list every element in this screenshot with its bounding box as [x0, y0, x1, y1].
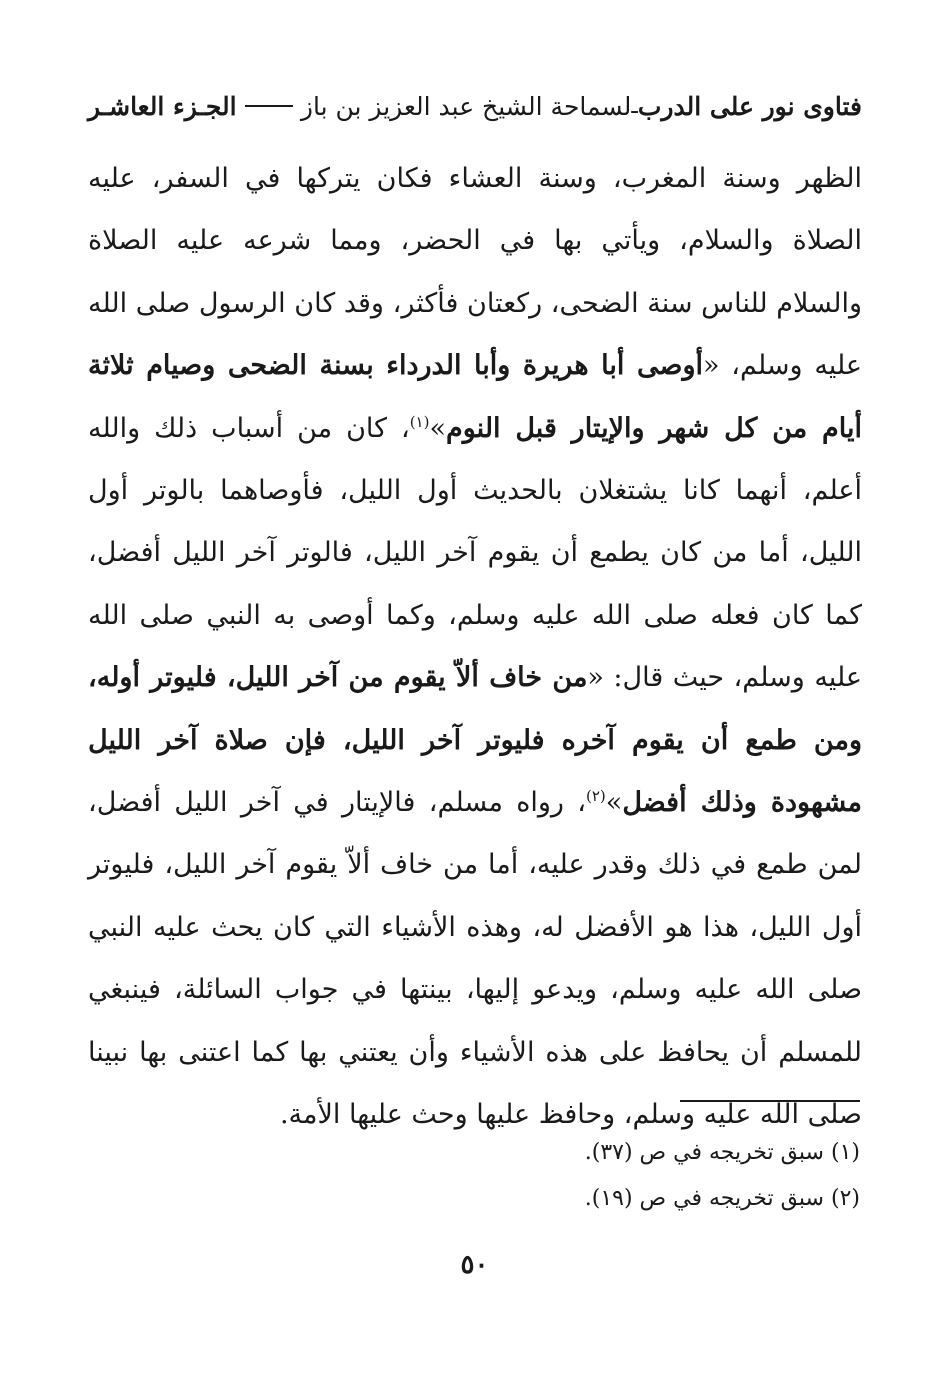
footnote-ref: (٢)	[586, 787, 606, 806]
body-text	[88, 148, 862, 1147]
footnotes	[500, 1130, 860, 1222]
book-title: فتاوى نور على الدرب	[637, 91, 862, 121]
page-number: ٥٠	[460, 1250, 489, 1280]
footnote: (١) سبق تخريجه في ص (٣٧).	[584, 1140, 860, 1165]
header-rule	[245, 105, 293, 107]
footnote: (٢) سبق تخريجه في ص (١٩).	[584, 1186, 860, 1211]
text-segment: الظهر وسنة المغرب، وسنة العشاء فكان يتركها في السفر، عليه الصلاة والسلام، ويأتي بها في الحضر، ومما شرعه عليه الصلاة والسلام للناس سنة الضحى، ركعتان فأكثر، وقد كان الرسول صلى الله عليه وسلم، «	[88, 163, 862, 382]
text-segment: ، رواه مسلم، فالإيتار في آخر الليل أفضل، لمن طمع في ذلك وقدر عليه، أما من خاف ألاّ يقوم آخر الليل، فليوتر أول الليل، هذا هو الأفضل له، وهذه الأشياء التي كان يحث عليه النبي صلى الله عليه وسلم، ويدعو إليها، بينتها في جواب السائلة، فينبغي للمسلم أن يحافظ على هذه الأشياء وأن يعتني بها كما اعتنى بها نبينا صلى الله عليه وسلم، وحافظ عليها وحث عليها الأمة.	[88, 787, 862, 1131]
running-header	[88, 86, 862, 126]
quote-close: »	[605, 787, 623, 819]
hadith-quote: أوصى أبا هريرة وأبا الدرداء بسنة الضحى وصيام ثلاثة أيام من كل شهر والإيتار قبل النوم	[88, 350, 862, 444]
header-separator: ـ	[631, 93, 638, 119]
text-segment: ، كان من أسباب ذلك والله أعلم، أنهما كانا يشتغلان بالحديث أول الليل، فأوصاهما بالوتر أول الليل، أما من كان يطمع أن يقوم آخر الليل، فالوتر آخر الليل أفضل، كما كان فعله صلى الله عليه وسلم، وكما أوصى به النبي صلى الله عليه وسلم، حيث قال: «	[88, 412, 862, 694]
part-label: الجـزء العاشـر	[88, 91, 237, 121]
author-name: لسماحة الشيخ عبد العزيز بن باز	[300, 91, 632, 121]
hadith-quote: من خاف ألاّ يقوم من آخر الليل، فليوتر أوله، ومن طمع أن يقوم آخره فليوتر آخر الليل، فإن صلاة آخر الليل مشهودة وذلك أفضل	[88, 662, 862, 819]
footnote-divider	[680, 1100, 860, 1102]
footnote-ref: (١)	[409, 412, 430, 431]
quote-close: »	[429, 412, 446, 444]
